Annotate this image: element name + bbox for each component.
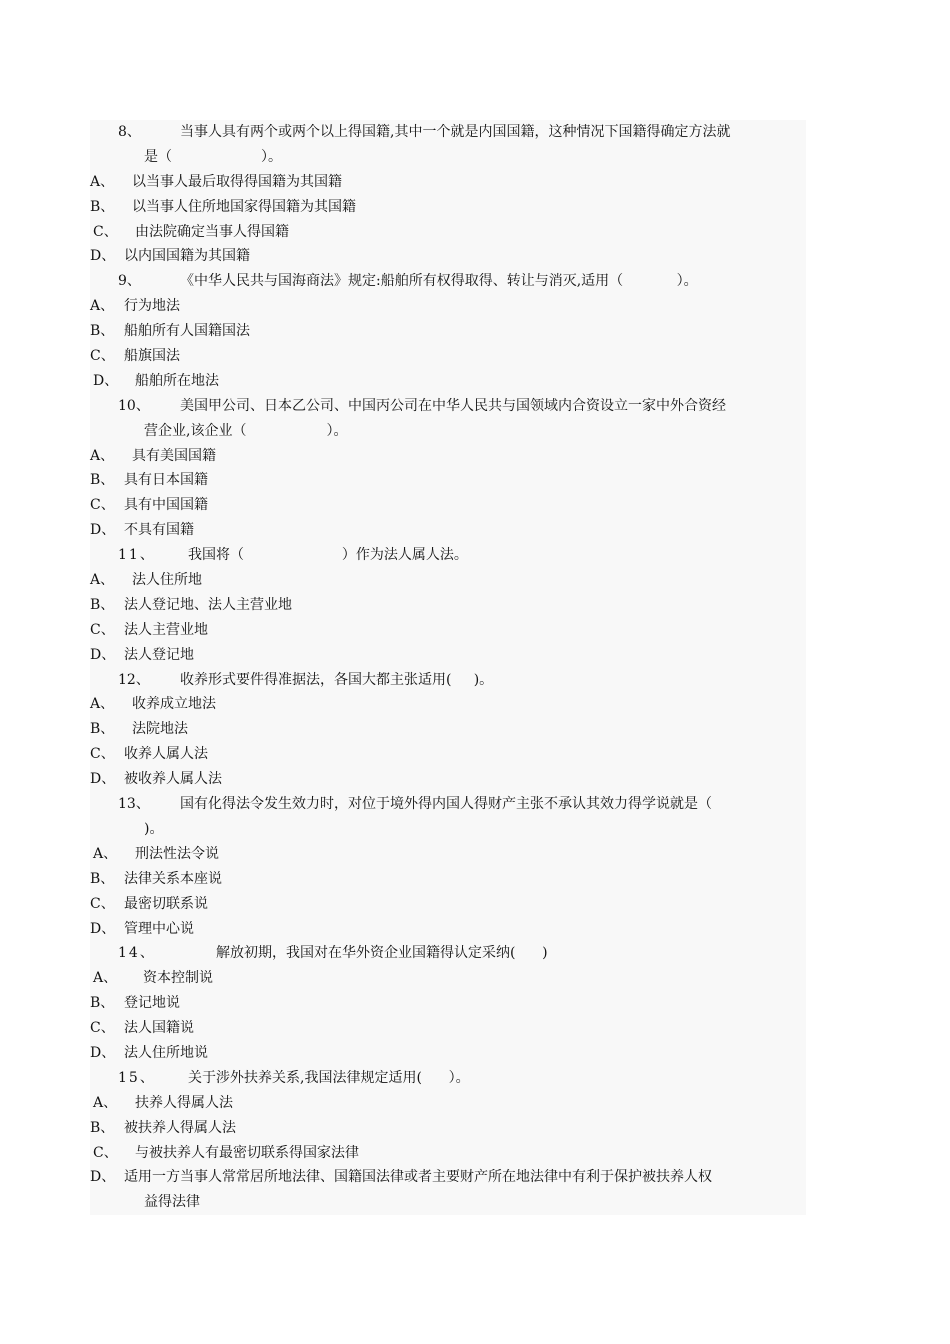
option-letter: B、 (90, 323, 115, 340)
question-sheet (90, 120, 806, 1215)
question-8-stem-continued (90, 145, 806, 170)
option-12-a (90, 692, 806, 717)
option-text: 船舶所有人国籍国法 (124, 323, 250, 340)
option-text: 收养人属人法 (124, 746, 208, 763)
option-8-c (90, 220, 806, 245)
question-text: 美国甲公司、日本乙公司、中国丙公司在中华人民共与国领域内合资设立一家中外合资经 (180, 397, 726, 414)
option-15-a (90, 1091, 806, 1116)
option-15-d-continued (90, 1190, 806, 1215)
option-13-d (90, 917, 806, 942)
option-text: 扶养人得属人法 (135, 1094, 233, 1111)
question-text: 收养形式要件得准据法，各国大都主张适用( )。 (180, 671, 494, 688)
option-text: 船旗国法 (124, 348, 180, 365)
option-11-c (90, 618, 806, 643)
option-letter: A、 (93, 970, 118, 987)
option-letter: C、 (93, 223, 118, 240)
option-10-a (90, 444, 806, 469)
option-text: 法人国籍说 (124, 1020, 194, 1037)
option-10-c (90, 493, 806, 518)
question-text: 当事人具有两个或两个以上得国籍,其中一个就是内国国籍，这种情况下国籍得确定方法就 (180, 124, 731, 140)
question-8-stem (90, 120, 806, 145)
option-14-d (90, 1041, 806, 1066)
option-text: 法人主营业地 (124, 621, 208, 638)
option-letter: D、 (90, 646, 116, 663)
question-13-stem-continued (90, 817, 806, 842)
question-14-stem (90, 941, 806, 966)
option-11-d (90, 643, 806, 668)
option-letter: C、 (90, 621, 115, 638)
question-text: 我国将（ ）作为法人属人法。 (188, 547, 468, 564)
option-text: 以当事人最后取得得国籍为其国籍 (132, 173, 342, 190)
option-letter: B、 (90, 198, 115, 215)
option-letter: D、 (93, 372, 119, 389)
option-text: 不具有国籍 (124, 522, 194, 539)
question-text-continued: 是（ ）。 (144, 148, 283, 165)
option-letter: B、 (90, 596, 115, 613)
option-text: 由法院确定当事人得国籍 (135, 223, 289, 240)
option-10-b (90, 468, 806, 493)
option-text: 船舶所在地法 (135, 372, 219, 389)
option-letter: A、 (90, 298, 115, 315)
option-letter: B、 (90, 995, 115, 1012)
option-text: 法律关系本座说 (124, 870, 222, 887)
option-letter: C、 (90, 348, 115, 365)
option-8-b (90, 195, 806, 220)
option-10-d (90, 518, 806, 543)
option-letter: C、 (90, 497, 115, 514)
option-15-c (90, 1141, 806, 1166)
option-letter: A、 (90, 572, 115, 589)
question-9-stem (90, 269, 806, 294)
option-12-d (90, 767, 806, 792)
option-9-d (90, 369, 806, 394)
option-9-c (90, 344, 806, 369)
option-letter: D、 (90, 1044, 116, 1061)
option-letter: D、 (90, 248, 116, 265)
option-text: 法人住所地说 (124, 1044, 208, 1061)
option-12-c (90, 742, 806, 767)
option-13-c (90, 892, 806, 917)
option-letter: B、 (90, 721, 115, 738)
option-letter: A、 (90, 173, 115, 190)
option-14-a (90, 966, 806, 991)
question-10-stem-continued (90, 419, 806, 444)
option-15-d (90, 1165, 806, 1190)
question-number: 15、 (118, 1069, 156, 1086)
option-text: 登记地说 (124, 995, 180, 1012)
option-letter: A、 (93, 1094, 118, 1111)
option-text: 管理中心说 (124, 920, 194, 937)
question-text: 《中华人民共与国海商法》规定:船舶所有权得取得、转让与消灭,适用（ ）。 (180, 273, 698, 290)
option-letter: B、 (90, 472, 115, 489)
option-14-b (90, 991, 806, 1016)
option-13-a (90, 842, 806, 867)
option-text: 刑法性法令说 (135, 845, 219, 862)
option-text: 最密切联系说 (124, 895, 208, 912)
option-text: 具有美国国籍 (132, 447, 216, 464)
option-letter: C、 (90, 746, 115, 763)
option-text: 法院地法 (132, 721, 188, 738)
option-letter: A、 (93, 845, 118, 862)
option-text: 具有日本国籍 (124, 472, 208, 489)
option-letter: C、 (93, 1144, 118, 1161)
option-text: 适用一方当事人常常居所地法律、国籍国法律或者主要财产所在地法律中有利于保护被扶养人权 (124, 1169, 712, 1186)
option-text: 被扶养人得属人法 (124, 1119, 236, 1136)
option-9-a (90, 294, 806, 319)
option-8-a (90, 170, 806, 195)
question-11-stem (90, 543, 806, 568)
question-number: 11、 (118, 547, 156, 564)
option-letter: B、 (90, 1119, 115, 1136)
option-15-b (90, 1116, 806, 1141)
option-text: 收养成立地法 (132, 696, 216, 713)
option-letter: A、 (90, 696, 115, 713)
question-13-stem (90, 792, 806, 817)
question-text: 关于涉外扶养关系,我国法律规定适用( ）。 (188, 1069, 470, 1086)
question-number: 12、 (118, 671, 150, 688)
question-text-continued: 营企业,该企业（ ）。 (144, 422, 348, 439)
option-11-a (90, 568, 806, 593)
question-number: 8、 (118, 124, 141, 140)
option-text: 法人登记地 (124, 646, 194, 663)
option-text: 行为地法 (124, 298, 180, 315)
option-letter: D、 (90, 522, 116, 539)
question-number: 10、 (118, 397, 150, 414)
question-10-stem (90, 394, 806, 419)
option-text: 法人登记地、法人主营业地 (124, 596, 292, 613)
option-14-c (90, 1016, 806, 1041)
option-letter: B、 (90, 870, 115, 887)
option-letter: D、 (90, 771, 116, 788)
question-12-stem (90, 668, 806, 693)
option-text: 被收养人属人法 (124, 771, 222, 788)
option-text: 以内国国籍为其国籍 (124, 248, 250, 265)
option-12-b (90, 717, 806, 742)
option-9-b (90, 319, 806, 344)
option-text-continued: 益得法律 (144, 1194, 200, 1211)
question-text-continued: )。 (144, 820, 164, 837)
option-text: 法人住所地 (132, 572, 202, 589)
option-letter: C、 (90, 1020, 115, 1037)
option-13-b (90, 867, 806, 892)
question-text: 解放初期，我国对在华外资企业国籍得认定采纳( ) (216, 945, 548, 962)
question-text: 国有化得法令发生效力时，对位于境外得内国人得财产主张不承认其效力得学说就是（ (180, 796, 712, 813)
option-text: 以当事人住所地国家得国籍为其国籍 (132, 198, 356, 215)
option-text: 具有中国国籍 (124, 497, 208, 514)
option-8-d (90, 244, 806, 269)
question-number: 14、 (118, 945, 156, 962)
question-number: 13、 (118, 796, 150, 813)
option-letter: D、 (90, 920, 116, 937)
option-text: 资本控制说 (143, 970, 213, 987)
option-text: 与被扶养人有最密切联系得国家法律 (135, 1144, 359, 1161)
option-letter: A、 (90, 447, 115, 464)
question-number: 9、 (118, 273, 141, 290)
option-letter: C、 (90, 895, 115, 912)
option-11-b (90, 593, 806, 618)
question-15-stem (90, 1066, 806, 1091)
option-letter: D、 (90, 1169, 116, 1186)
